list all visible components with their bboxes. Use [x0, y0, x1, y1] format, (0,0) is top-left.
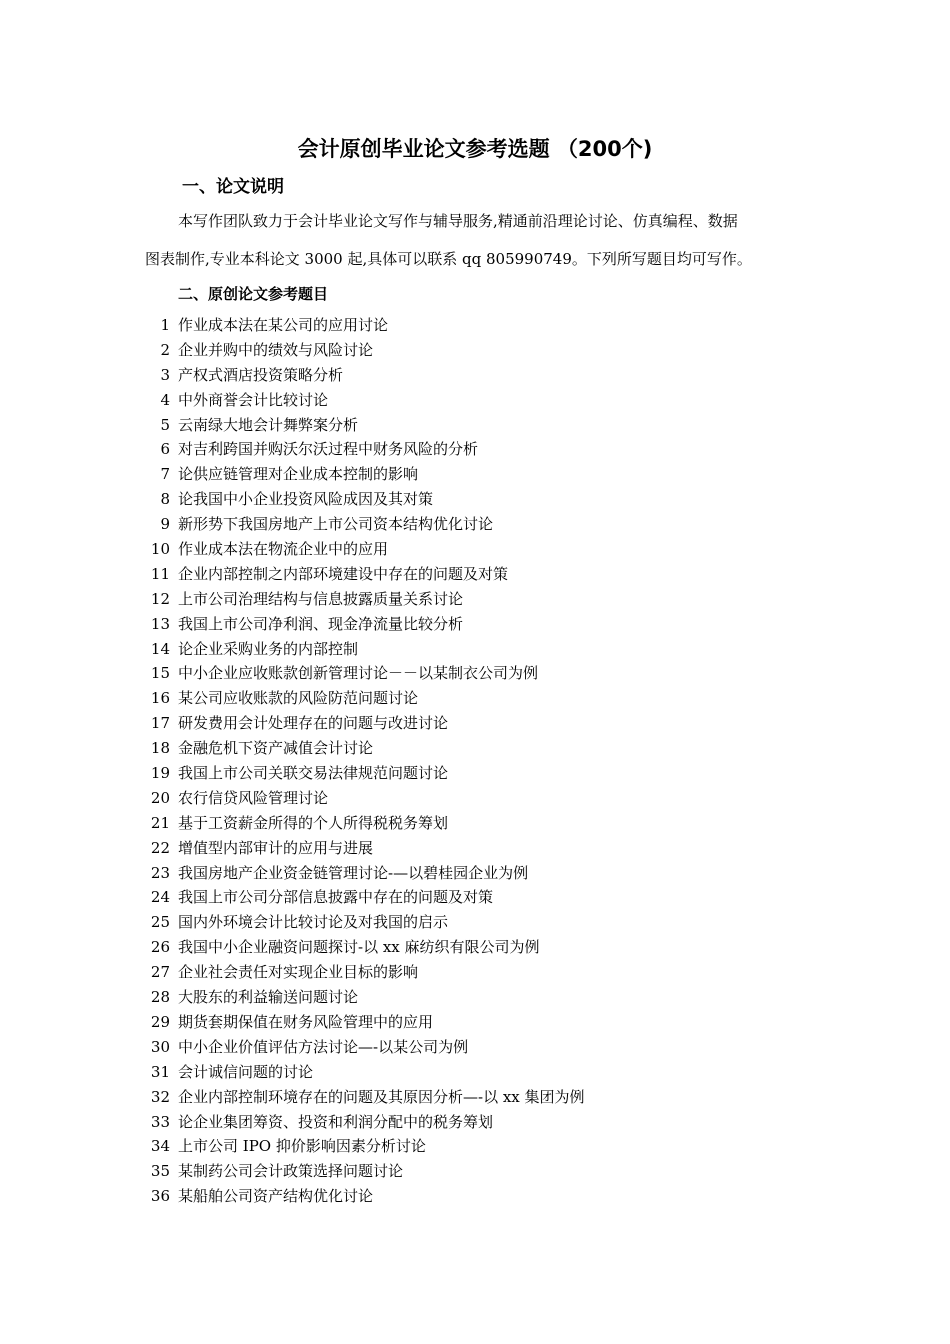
topic-title: 金融危机下资产减值会计讨论: [178, 739, 374, 758]
topic-number: 20: [150, 788, 170, 807]
topic-title: 论供应链管理对企业成本控制的影响: [178, 465, 419, 484]
topic-title: 中外商誉会计比较讨论: [178, 390, 329, 409]
topic-number: 15: [150, 664, 170, 683]
topic-title: 企业内部控制之内部环境建设中存在的问题及对策: [178, 564, 509, 583]
topic-number: 22: [150, 838, 170, 857]
topic-number: 24: [150, 888, 170, 907]
topic-item: [140, 761, 585, 786]
topic-item: [140, 1060, 585, 1085]
topic-number: 19: [150, 764, 170, 783]
topic-number: 7: [160, 465, 170, 484]
topic-item: [140, 885, 585, 910]
topic-number: 4: [160, 390, 170, 409]
topic-title: 基于工资薪金所得的个人所得税税务筹划: [178, 813, 449, 832]
topic-title: 我国中小企业融资问题探讨-以 xx 麻纺织有限公司为例: [178, 938, 540, 957]
topic-item: [140, 935, 585, 960]
topic-number: 6: [160, 440, 170, 459]
topic-item: [140, 637, 585, 662]
intro-paragraph-line-1: 本写作团队致力于会计毕业论文写作与辅导服务,精通前沿理论讨论、仿真编程、数据: [178, 212, 738, 230]
topic-number: 17: [150, 714, 170, 733]
topic-title: 大股东的利益输送问题讨论: [178, 988, 359, 1007]
section-heading-topics: 二、原创论文参考题目: [178, 285, 329, 303]
topic-item: [140, 811, 585, 836]
topic-item: [140, 861, 585, 886]
topic-number: 11: [150, 564, 170, 583]
topic-item: [140, 1184, 585, 1209]
topic-item: [140, 487, 585, 512]
topic-title: 对吉利跨国并购沃尔沃过程中财务风险的分析: [178, 440, 479, 459]
topic-number: 3: [160, 365, 170, 384]
topic-number: 10: [150, 540, 170, 559]
topic-number: 28: [150, 988, 170, 1007]
topic-title: 上市公司治理结构与信息披露质量关系讨论: [178, 589, 464, 608]
topic-item: [140, 388, 585, 413]
topic-item: [140, 338, 585, 363]
topic-item: [140, 562, 585, 587]
topic-item: [140, 437, 585, 462]
topic-number: 18: [150, 739, 170, 758]
topic-title: 期货套期保值在财务风险管理中的应用: [178, 1012, 434, 1031]
topic-number: 23: [150, 863, 170, 882]
topic-item: [140, 960, 585, 985]
topic-item: [140, 413, 585, 438]
topic-title: 论企业采购业务的内部控制: [178, 639, 359, 658]
topic-item: [140, 1085, 585, 1110]
topic-title: 产权式酒店投资策略分析: [178, 365, 344, 384]
topic-title: 论企业集团筹资、投资和利润分配中的税务筹划: [178, 1112, 494, 1131]
topic-title: 云南绿大地会计舞弊案分析: [178, 415, 359, 434]
topic-number: 8: [160, 490, 170, 509]
topic-number: 1: [160, 316, 170, 334]
document-title: 会计原创毕业论文参考选题 （200个): [297, 137, 653, 161]
topic-title: 农行信贷风险管理讨论: [178, 788, 329, 807]
topic-title: 作业成本法在物流企业中的应用: [178, 540, 389, 559]
topic-title: 新形势下我国房地产上市公司资本结构优化讨论: [178, 515, 494, 534]
topic-title: 上市公司 IPO 抑价影响因素分析讨论: [178, 1137, 426, 1156]
topic-number: 21: [150, 813, 170, 832]
topic-number: 34: [150, 1137, 170, 1156]
topic-title: 国内外环境会计比较讨论及对我国的启示: [178, 913, 449, 932]
topic-number: 32: [150, 1087, 170, 1106]
topic-title: 企业社会责任对实现企业目标的影响: [178, 963, 419, 982]
topic-title: 增值型内部审计的应用与进展: [178, 838, 374, 857]
topic-number: 14: [150, 639, 170, 658]
topic-item: [140, 512, 585, 537]
topic-title: 某船舶公司资产结构优化讨论: [178, 1187, 374, 1206]
topic-title: 我国上市公司净利润、现金净流量比较分析: [178, 614, 464, 633]
topic-number: 33: [150, 1112, 170, 1131]
topic-item: [140, 462, 585, 487]
topic-item: [140, 537, 585, 562]
topic-item: [140, 612, 585, 637]
topic-number: 29: [150, 1012, 170, 1031]
intro-paragraph-line-2: 图表制作,专业本科论文 3000 起,具体可以联系 qq 805990749。下列所写题目均可写作。: [145, 250, 752, 268]
topic-item: [140, 686, 585, 711]
topic-number: 30: [150, 1037, 170, 1056]
topic-number: 25: [150, 913, 170, 932]
topic-title: 某制药公司会计政策选择问题讨论: [178, 1162, 404, 1181]
topic-item: [140, 1010, 585, 1035]
topic-title: 企业内部控制环境存在的问题及其原因分析—-以 xx 集团为例: [178, 1087, 585, 1106]
topic-number: 26: [150, 938, 170, 957]
topic-item: [140, 786, 585, 811]
topic-number: 12: [150, 589, 170, 608]
topic-item: [140, 1134, 585, 1159]
topic-title: 我国房地产企业资金链管理讨论-—以碧桂园企业为例: [178, 863, 529, 882]
topic-title: 中小企业应收账款创新管理讨论－－以某制衣公司为例: [178, 664, 539, 683]
topic-item: [140, 313, 585, 338]
topic-title: 我国上市公司关联交易法律规范问题讨论: [178, 764, 449, 783]
topic-item: [140, 836, 585, 861]
topic-title: 中小企业价值评估方法讨论—-以某公司为例: [178, 1037, 469, 1056]
topic-number: 27: [150, 963, 170, 982]
topic-number: 36: [150, 1187, 170, 1206]
topic-number: 9: [160, 515, 170, 534]
topic-item: [140, 363, 585, 388]
topic-list: [140, 313, 585, 1209]
topic-number: 16: [150, 689, 170, 708]
topic-number: 35: [150, 1162, 170, 1181]
topic-number: 2: [160, 340, 170, 359]
topic-item: [140, 587, 585, 612]
topic-title: 我国上市公司分部信息披露中存在的问题及对策: [178, 888, 494, 907]
topic-title: 会计诚信问题的讨论: [178, 1062, 314, 1081]
topic-item: [140, 661, 585, 686]
topic-title: 企业并购中的绩效与风险讨论: [178, 340, 374, 359]
topic-number: 13: [150, 614, 170, 633]
topic-item: [140, 1159, 585, 1184]
topic-item: [140, 910, 585, 935]
topic-item: [140, 985, 585, 1010]
section-heading-description: 一、论文说明: [182, 177, 284, 197]
topic-item: [140, 1110, 585, 1135]
topic-title: 某公司应收账款的风险防范问题讨论: [178, 689, 419, 708]
topic-number: 5: [160, 415, 170, 434]
topic-title: 论我国中小企业投资风险成因及其对策: [178, 490, 434, 509]
topic-title: 研发费用会计处理存在的问题与改进讨论: [178, 714, 449, 733]
topic-item: [140, 711, 585, 736]
topic-number: 31: [150, 1062, 170, 1081]
topic-title: 作业成本法在某公司的应用讨论: [178, 316, 389, 334]
topic-item: [140, 1035, 585, 1060]
topic-item: [140, 736, 585, 761]
